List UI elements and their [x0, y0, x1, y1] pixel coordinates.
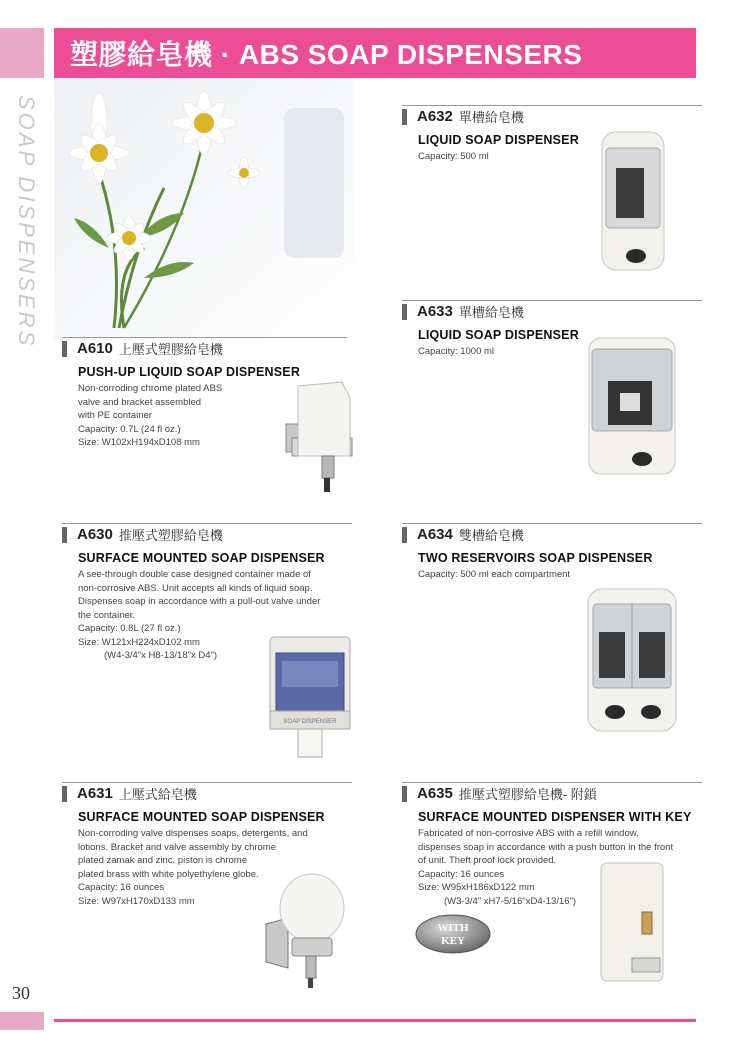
- header-accent-tab: [0, 28, 44, 78]
- product-code-row: [62, 523, 352, 545]
- description-line: A see-through double case designed container made of: [78, 569, 311, 580]
- product-capacity: Capacity: 16 ounces: [78, 882, 165, 893]
- product-size-imperial: (W3-3/4" xH7-5/16"xD4-13/16"): [444, 895, 577, 907]
- product-capacity: Capacity: 0.8L (27 fl oz.): [78, 623, 181, 634]
- description-line: Fabricated of non-corrosive ABS with a refill window,: [418, 828, 639, 839]
- code-marker: [402, 786, 407, 802]
- description-line: lotions. Bracket and valve assembly by chrome: [78, 841, 277, 853]
- a610-dispenser-image: [284, 378, 366, 498]
- product-code: A630: [77, 526, 113, 543]
- product-size: Size: W121xH224xD102 mm: [78, 636, 200, 648]
- badge-line-2: KEY: [441, 935, 465, 947]
- product-code-row: [402, 782, 702, 804]
- a633-dispenser-image: [586, 335, 678, 477]
- product-capacity: Capacity: 500 ml each compartment: [418, 569, 571, 580]
- product-name: PUSH-UP LIQUID SOAP DISPENSER: [78, 365, 301, 379]
- product-size-imperial: (W4-3/4"x H8-13/18"x D4"): [104, 650, 218, 661]
- description-line: dispenses soap in accordance with a push button in the front: [418, 841, 674, 853]
- product-capacity: Capacity: 16 ounces: [418, 868, 505, 880]
- product-name: LIQUID SOAP DISPENSER: [418, 328, 579, 342]
- product-code-row: [62, 337, 347, 359]
- a635-dispenser-image: [598, 860, 666, 984]
- description-line: the container.: [78, 609, 136, 621]
- description-line: Non-corroding valve dispenses soaps, detergents, and: [78, 828, 308, 839]
- product-chinese-name: 推壓式塑膠給皂機: [118, 528, 223, 543]
- product-code-row: [402, 523, 702, 545]
- product-description: [418, 568, 702, 582]
- product-size: Size: W102xH194xD108 mm: [78, 437, 200, 448]
- product-name: SURFACE MOUNTED SOAP DISPENSER: [78, 810, 325, 824]
- product-code: A634: [417, 526, 453, 543]
- daisy-photo: [54, 78, 354, 340]
- code-marker: [402, 109, 407, 125]
- product-chinese-name: 推壓式塑膠給皂機- 附鎖: [458, 787, 597, 802]
- product-capacity: Capacity: 1000 ml: [418, 346, 495, 357]
- product-chinese-name: 單槽給皂機: [458, 305, 524, 320]
- description-line: plated brass with white polyethylene globe.: [78, 868, 259, 880]
- product-chinese-name: 上壓式塑膠給皂機: [118, 342, 223, 357]
- description-line: plated zamak and zinc, piston is chrome: [78, 855, 247, 866]
- product-code: A633: [417, 303, 453, 320]
- description-line: Dispenses soap in accordance with a pull-out valve under: [78, 596, 321, 607]
- a630-dispenser-image: [268, 635, 352, 760]
- product-chinese-name: 單槽給皂機: [458, 110, 524, 125]
- product-code: A632: [417, 108, 453, 125]
- product-code: A631: [77, 785, 113, 802]
- with-key-badge: [414, 913, 492, 955]
- code-marker: [62, 786, 67, 802]
- product-size: Size: W95xH186xD122 mm: [418, 882, 535, 893]
- product-code-row: [402, 300, 702, 322]
- description-line: Non-corroding chrome plated ABS: [78, 383, 223, 394]
- product-a634: [402, 523, 702, 582]
- description-line: of unit. Theft proof lock provided.: [418, 855, 557, 866]
- description-line: with PE container: [78, 410, 152, 421]
- side-section-label: SOAP DISPENSERS: [14, 95, 39, 349]
- product-code: A610: [77, 340, 113, 357]
- product-code-row: [402, 105, 702, 127]
- badge-line-1: WITH: [437, 922, 469, 934]
- code-marker: [62, 527, 67, 543]
- product-name: SURFACE MOUNTED SOAP DISPENSER: [78, 551, 325, 565]
- a634-dispenser-image: [585, 586, 679, 734]
- product-capacity: Capacity: 500 ml: [418, 151, 489, 162]
- product-name: LIQUID SOAP DISPENSER: [418, 133, 579, 147]
- a630-label-text: SOAP DISPENSER: [283, 719, 337, 725]
- header-bar: [54, 28, 696, 78]
- a631-dispenser-image: [262, 872, 352, 992]
- product-code-row: [62, 782, 352, 804]
- product-size: Size: W97xH170xD133 mm: [78, 895, 195, 907]
- page-number: 30: [12, 983, 30, 1003]
- product-name: SURFACE MOUNTED DISPENSER WITH KEY: [418, 810, 692, 824]
- a632-dispenser-image: [598, 128, 668, 273]
- description-line: valve and bracket assembled: [78, 396, 202, 408]
- page-title: 塑膠給皂機 · ABS SOAP DISPENSERS: [70, 39, 583, 70]
- footer-rule: [54, 1019, 696, 1022]
- product-capacity: Capacity: 0.7L (24 fl oz.): [78, 423, 181, 435]
- product-name: TWO RESERVOIRS SOAP DISPENSER: [418, 551, 653, 565]
- product-code: A635: [417, 785, 453, 802]
- code-marker: [402, 527, 407, 543]
- footer-accent-tab: [0, 1012, 44, 1030]
- product-chinese-name: 雙槽給皂機: [458, 528, 524, 543]
- code-marker: [62, 341, 67, 357]
- code-marker: [402, 304, 407, 320]
- description-line: non-corrosive ABS. Unit accepts all kinds of liquid soap.: [78, 582, 313, 594]
- product-chinese-name: 上壓式給皂機: [118, 787, 197, 802]
